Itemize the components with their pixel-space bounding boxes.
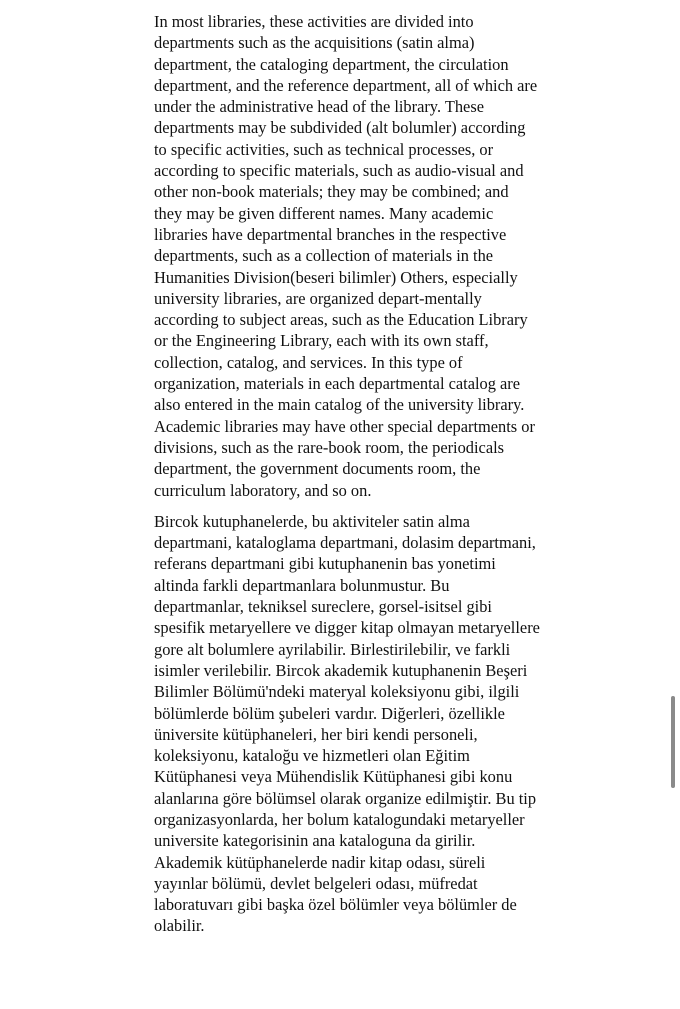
document-reader: [154, 11, 540, 947]
vertical-scrollbar-thumb[interactable]: [671, 696, 675, 788]
paragraph-english: In most libraries, these activities are divided into departments such as the acquisitions (satin alma) department, the cataloging department, the circulation department, and the reference department, all of which are under the administrative head of the library. These departments may be subdivided (alt bolumler) according to specific activities, such as technical processes, or according to specific materials, such as audio-visual and other non-book materials; they may be combined; and they may be given different names. Many academic libraries have departmental branches in the respective departments, such as a collection of materials in the Humanities Division(beseri bilimler) Others, especially university libraries, are organized depart-mentally according to subject areas, such as the Education Library or the Engineering Library, each with its own staff, collection, catalog, and services. In this type of organization, materials in each departmental catalog are also entered in the main catalog of the university library. Academic libraries may have other special departments or divisions, such as the rare-book room, the periodicals department, the government documents room, the curriculum laboratory, and so on.: [154, 12, 538, 500]
paragraph-turkish: Bircok kutuphanelerde, bu aktiviteler satin alma departmani, kataloglama departmani, dolasim departmani, referans departmani gibi kutuphanenin bas yonetimi altinda farkli departmanlara bolunmustur. Bu departmanlar, tekniksel sureclere, gorsel-isitsel gibi spesifik metaryellere ve digger kitap olmayan metaryellere gore alt bolumlere ayrilabilir. Birlestirilebilir, ve farkli isimler verilebilir. Bircok akademik kutuphanenin Beşeri Bilimler Bölümü'ndeki materyal koleksiyonu gibi, ilgili bölümlerde bölüm şubeleri vardır. Diğerleri, özellikle üniversite kütüphaneleri, her biri kendi personeli, koleksiyonu, kataloğu ve hizmetleri olan Eğitim Kütüphanesi veya Mühendislik Kütüphanesi gibi konu alanlarına göre bölümsel olarak organize edilmiştir. Bu tip organizasyonlarda, her bolum katalogundaki metaryeller universite kategorisinin ana kataloguna da girilir. Akademik kütüphanelerde nadir kitap odası, süreli yayınlar bölümü, devlet belgeleri odası, müfredat laboratuvarı gibi başka özel bölümler veya bölümler de olabilir.: [154, 511, 540, 936]
